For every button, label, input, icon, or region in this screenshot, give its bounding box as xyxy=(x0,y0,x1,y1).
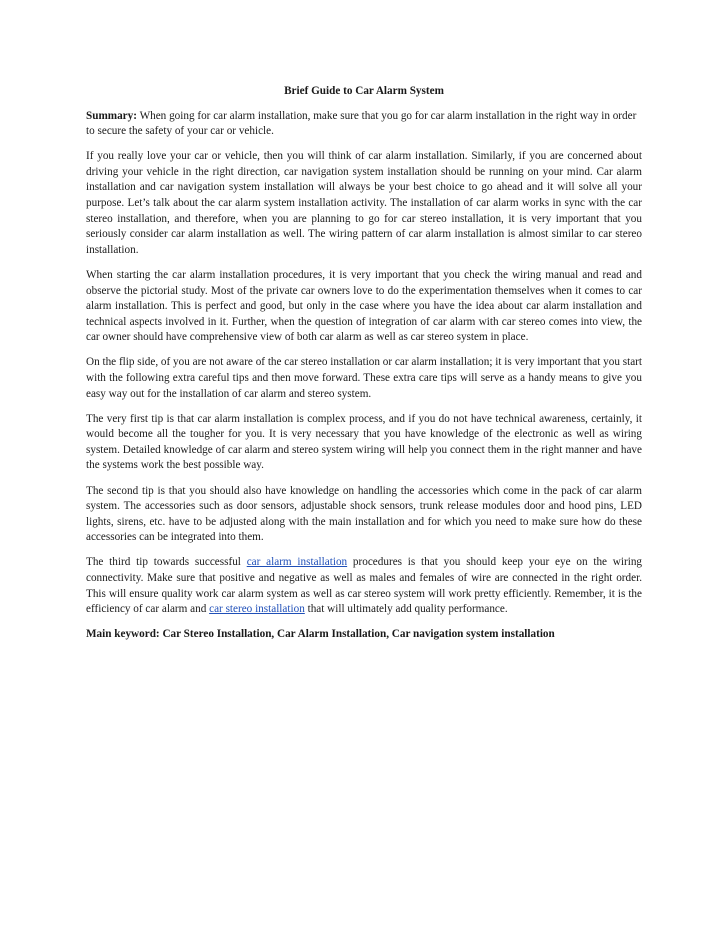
summary-text: When going for car alarm installation, make sure that you go for car alarm installation in the right way in order to secure the safety of your car or vehicle. xyxy=(86,109,637,138)
car-stereo-installation-link[interactable]: car stereo installation xyxy=(209,603,305,616)
third-tip-text-3: that will ultimately add quality performance. xyxy=(304,603,508,616)
document-page xyxy=(86,84,642,652)
third-tip-text-2: procedures is that you should keep your eye on the wiring connectivity. Make sure that positive and negative as well as males and females of wire are connected in the right order. This will ensure quality work car alarm system as well as car stereo system will work pretty efficiently. Remember, it is the efficiency of car alarm and xyxy=(86,556,643,616)
document-title: Brief Guide to Car Alarm System xyxy=(284,85,444,97)
main-keywords: Main keyword: Car Stereo Installation, Car Alarm Installation, Car navigation system installation xyxy=(86,628,555,641)
paragraph-third-tip xyxy=(86,555,642,617)
summary-label: Summary: xyxy=(86,109,137,122)
summary-paragraph xyxy=(86,109,642,140)
paragraph-intro: If you really love your car or vehicle, then you will think of car alarm installation. Similarly, if you are concerned about driving your vehicle in the right direction, car navigation system installation should be running on your mind. Car alarm installation and car navigation system installation will always be your best choice to go ahead and it will solve all your purpose. Let’s talk about the car alarm system installation activity. The installation of car alarm works in sync with the car stereo installation, and therefore, when you are planning to go for car stereo installation, it is very important that you seriously consider car alarm installation as well. The wiring pattern of car alarm installation is almost similar to car stereo installation. xyxy=(86,150,642,256)
third-tip-text-1: The third tip towards successful xyxy=(86,556,247,569)
paragraph-first-tip: The very first tip is that car alarm installation is complex process, and if you do not have technical awareness, certainly, it would become all the tougher for you. It is very necessary that you have knowledge of the electronic as well as wiring system. Detailed knowledge of car alarm and stereo system wiring will help you connect them in the right manner and have the systems work the best possible way. xyxy=(86,412,642,472)
paragraph-procedures: When starting the car alarm installation procedures, it is very important that you check the wiring manual and read and observe the pictorial study. Most of the private car owners love to do the experimentation themselves when it comes to car alarm installation. This is perfect and good, but only in the case where you have the idea about car alarm installation and technical aspects involved in it. Further, when the question of integration of car alarm with car stereo comes into view, the car owner should have comprehensive view of both car alarm as well as car stereo system in place. xyxy=(86,268,642,344)
car-alarm-installation-link[interactable]: car alarm installation xyxy=(246,556,348,569)
paragraph-second-tip: The second tip is that you should also have knowledge on handling the accessories which come in the pack of car alarm system. The accessories such as door sensors, adjustable shock sensors, trunk release modules door and hood pins, LED lights, sirens, etc. have to be adjusted along with the main installation and for which you need to make sure how do these accessories can be integrated into them. xyxy=(86,484,642,544)
paragraph-flip-side: On the flip side, of you are not aware of the car stereo installation or car alarm installation; it is very important that you start with the following extra careful tips and then move forward. These extra care tips will serve as a handy means to give you easy way out for the installation of car alarm and stereo system. xyxy=(86,356,642,400)
